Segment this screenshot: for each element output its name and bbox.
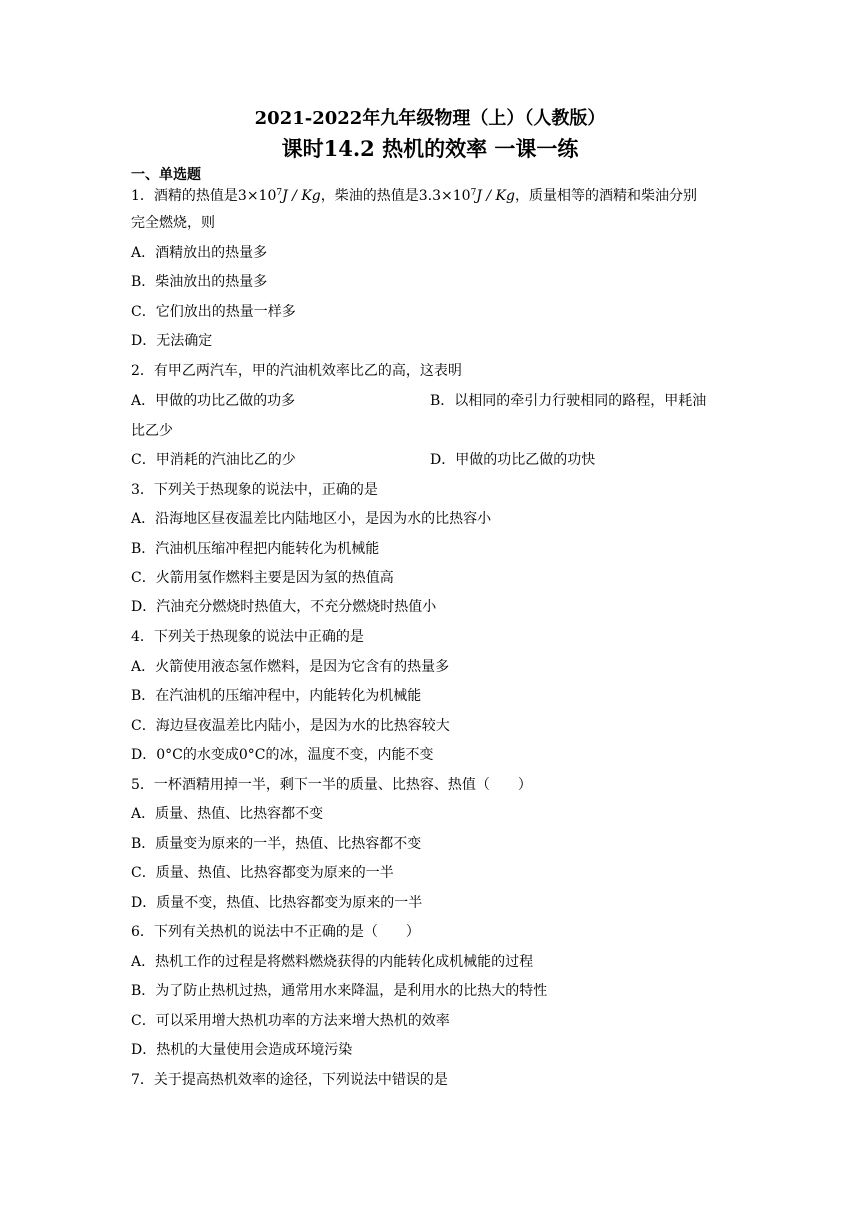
q6-option-d: D．热机的大量使用会造成环境污染: [131, 1042, 353, 1058]
q4-option-d: D．0°C的水变成0°C的冰，温度不变，内能不变: [131, 747, 434, 763]
q1-prefix: 1．酒精的热值是3×10: [131, 188, 277, 204]
question-5-stem: 5．一杯酒精用掉一半，剩下一半的质量、比热容、热值（ ）: [131, 777, 532, 793]
q2-option-d: D．甲做的功比乙做的功快: [430, 452, 596, 468]
question-2-stem: 2．有甲乙两汽车，甲的汽油机效率比乙的高，这表明: [131, 363, 462, 379]
document-title: 2021-2022年九年级物理（上）（人教版）: [254, 108, 606, 129]
question-3-stem: 3．下列关于热现象的说法中，正确的是: [131, 482, 378, 498]
q2-option-b: B．以相同的牵引力行驶相同的路程，甲耗油: [430, 393, 707, 409]
question-7-stem: 7．关于提高热机效率的途径，下列说法中错误的是: [131, 1072, 448, 1088]
document-subtitle: 课时14.2 热机的效率 一课一练: [281, 136, 579, 161]
q1-option-a: A．酒精放出的热量多: [131, 245, 268, 261]
q1-option-d: D．无法确定: [131, 333, 213, 349]
q5-option-a: A．质量、热值、比热容都不变: [131, 806, 324, 822]
q1-suffix: ，质量相等的酒精和柴油分别: [514, 188, 697, 204]
question-1-stem: [131, 184, 697, 205]
q5-option-d: D．质量不变，热值、比热容都变为原来的一半: [131, 895, 423, 911]
q1-exponent-1: 7: [276, 188, 283, 198]
q5-option-b: B．质量变为原来的一半，热值、比热容都不变: [131, 836, 422, 852]
q5-option-c: C．质量、热值、比热容都变为原来的一半: [131, 865, 394, 881]
q1-unit-2: J / Kg: [476, 188, 515, 204]
section-heading: 一、单选题: [131, 167, 201, 183]
q3-option-c: C．火箭用氢作燃料主要是因为氢的热值高: [131, 570, 394, 586]
q4-option-a: A．火箭使用液态氢作燃料，是因为它含有的热量多: [131, 659, 450, 675]
q6-option-c: C．可以采用增大热机功率的方法来增大热机的效率: [131, 1013, 450, 1029]
q1-unit-1: J / Kg: [282, 188, 321, 204]
question-1-continuation: 完全燃烧，则: [131, 215, 215, 231]
q1-exponent-2: 7: [470, 188, 477, 198]
q1-option-b: B．柴油放出的热量多: [131, 274, 268, 290]
q1-middle: ，柴油的热值是3.3×10: [320, 188, 471, 204]
q2-option-a: A．甲做的功比乙做的功多: [131, 393, 296, 409]
q3-option-a: A．沿海地区昼夜温差比内陆地区小，是因为水的比热容小: [131, 511, 492, 527]
q3-option-d: D．汽油充分燃烧时热值大，不充分燃烧时热值小: [131, 599, 437, 615]
q1-option-c: C．它们放出的热量一样多: [131, 304, 296, 320]
question-6-stem: 6．下列有关热机的说法中不正确的是（ ）: [131, 924, 420, 940]
q4-option-b: B．在汽油机的压缩冲程中，内能转化为机械能: [131, 688, 422, 704]
q2-option-b-continuation: 比乙少: [131, 423, 173, 439]
q4-option-c: C．海边昼夜温差比内陆小，是因为水的比热容较大: [131, 718, 450, 734]
question-4-stem: 4．下列关于热现象的说法中正确的是: [131, 629, 364, 645]
q6-option-a: A．热机工作的过程是将燃料燃烧获得的内能转化成机械能的过程: [131, 954, 534, 970]
q2-option-c: C．甲消耗的汽油比乙的少: [131, 452, 296, 468]
q6-option-b: B．为了防止热机过热，通常用水来降温，是利用水的比热大的特性: [131, 983, 548, 999]
q3-option-b: B．汽油机压缩冲程把内能转化为机械能: [131, 541, 380, 557]
